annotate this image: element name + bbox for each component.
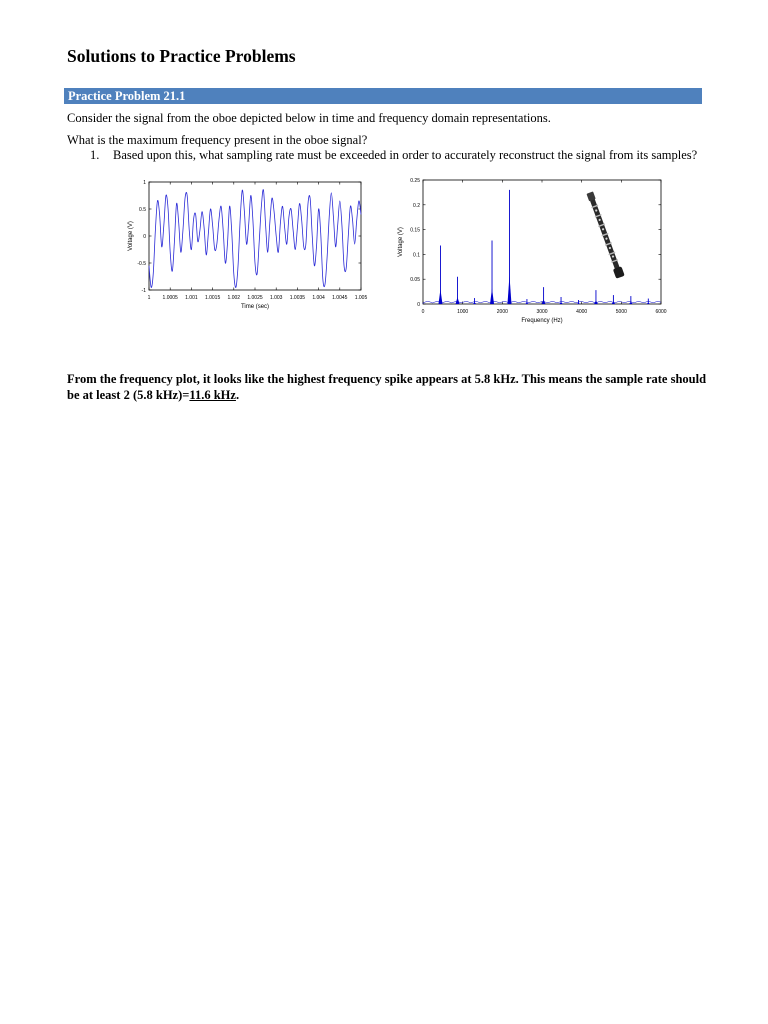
x-tick-label: 1.003 [269,295,283,301]
x-tick-label: 1.004 [312,295,325,301]
answer-text [67,371,707,403]
answer-result: 11.6 kHz [189,388,236,402]
x-tick-label: 1.0025 [247,295,263,301]
y-tick-label: 0.15 [410,227,420,234]
y-axis-label: Voltage (V) [128,221,134,251]
x-tick-label: 6000 [655,309,667,315]
y-tick-label: 0.25 [410,178,420,184]
spike-base [473,303,477,304]
sub-question: Based upon this, what sampling rate must be exceeded in order to accurately reconstruct the signal from its samples? [113,148,698,162]
x-tick-label: 1.0045 [332,295,348,301]
x-tick-label: 1000 [457,309,469,315]
y-tick-label: 0 [417,302,420,308]
x-tick-label: 1.0015 [204,295,221,301]
oboe-icon [585,190,625,282]
frequency-domain-plot [390,174,680,328]
y-tick-label: 0.1 [413,252,420,259]
y-tick-label: -0.5 [137,261,146,267]
page-title: Solutions to Practice Problems [67,46,296,66]
x-tick-label: 1.005 [354,295,368,301]
x-tick-label: 1.001 [185,295,198,301]
x-tick-label: 1.002 [227,295,241,301]
x-tick-label: 1.0035 [289,295,306,301]
x-tick-label: 3000 [536,309,548,315]
sub-question-number: 1. [90,148,100,162]
y-tick-label: -1 [141,288,146,294]
y-tick-label: 0.2 [413,202,420,209]
y-tick-label: 0.05 [410,277,420,284]
x-axis-label: Frequency (Hz) [521,318,563,324]
x-tick-label: 0 [421,309,425,315]
problem-intro: Consider the signal from the oboe depicted below in time and frequency domain representations. [67,111,551,125]
y-axis-label: Voltage (V) [398,227,404,257]
spike-base [456,297,460,304]
x-axis-label: Time (sec) [240,304,270,310]
problem-question: What is the maximum frequency present in the oboe signal? [67,133,368,147]
y-tick-label: 1 [143,180,146,186]
time-signal-line [149,190,361,288]
y-tick-label: 0.5 [139,207,146,213]
spike-base [646,303,650,304]
spike-base [490,288,494,304]
x-tick-label: 1 [147,295,151,301]
answer-body: From the frequency plot, it looks like the highest frequency spike appears at 5.8 kHz. This means the sample rate should be at least 2 (5.8 kHz)= [67,372,707,402]
spike-base [559,302,563,304]
y-tick-label: 0 [143,234,146,240]
plot-frame [149,182,361,290]
spike-base [525,303,529,304]
x-tick-label: 4000 [576,309,588,315]
x-tick-label: 1.0005 [162,295,178,301]
spike-base [507,275,511,304]
answer-end: . [235,388,240,402]
spike-base [438,289,442,304]
x-tick-label: 2000 [496,309,508,315]
problem-heading: Practice Problem 21.1 [64,88,702,104]
time-domain-plot [118,176,378,316]
x-tick-label: 5000 [615,309,627,315]
plot-frame [423,180,661,304]
spike-base [576,303,580,304]
